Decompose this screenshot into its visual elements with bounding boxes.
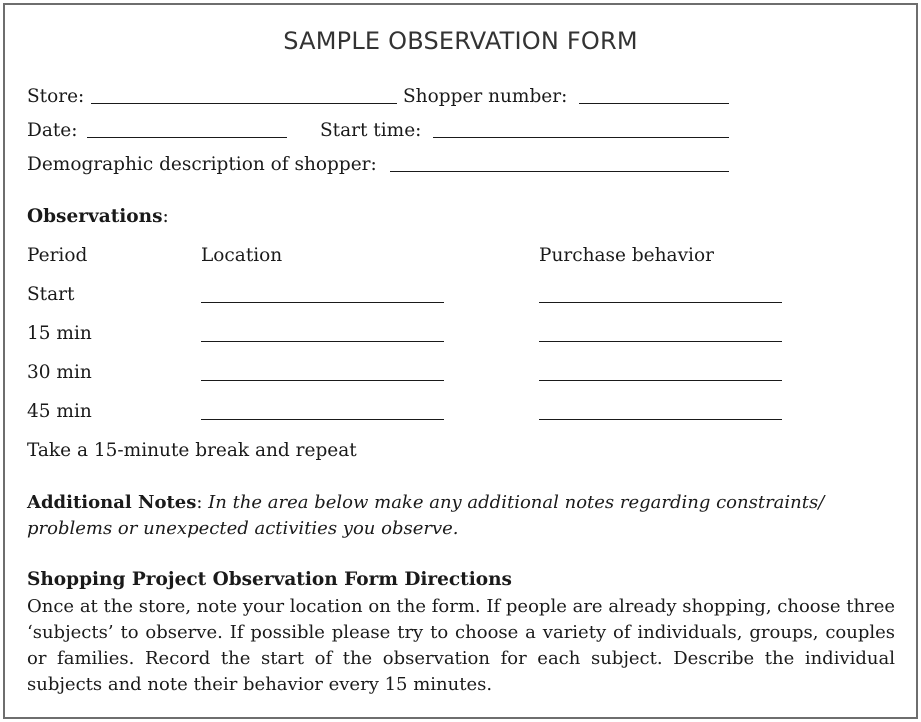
demographic-blank[interactable] [390,171,729,172]
store-blank[interactable] [91,103,397,104]
period-30: 30 min [27,362,92,383]
purchase-blank-15[interactable] [539,341,782,342]
column-purchase-behavior: Purchase behavior [539,245,714,266]
date-blank[interactable] [87,137,287,138]
additional-notes: Additional Notes: In the area below make any additional notes regarding constraints/ problems or unexpected activities you observe. [27,492,825,539]
directions-text: Once at the store, note your location on the form. If people are already shopping, choose three ‘subjects’ to observe. If possible please try to choose a variety of individuals, groups, couples or families. Record the start of the observation for each subject. Describe the individual subjects and note their behavior every 15 minutes. [27,596,895,695]
break-note: Take a 15-minute break and repeat [27,440,357,461]
location-blank-45[interactable] [201,419,444,420]
observations-heading: Observations: [27,206,169,227]
location-blank-start[interactable] [201,302,444,303]
column-period: Period [27,245,88,266]
date-label: Date: [27,120,78,141]
directions-heading: Shopping Project Observation Form Directions [27,569,512,590]
additional-notes-label: Additional Notes [27,492,197,513]
period-start: Start [27,284,75,305]
start-time-blank[interactable] [433,137,729,138]
period-45: 45 min [27,401,92,422]
period-15: 15 min [27,323,92,344]
shopper-number-blank[interactable] [579,103,729,104]
purchase-blank-45[interactable] [539,419,782,420]
shopper-number-label: Shopper number: [403,86,568,107]
start-time-label: Start time: [320,120,422,141]
location-blank-30[interactable] [201,380,444,381]
demographic-label: Demographic description of shopper: [27,154,377,175]
purchase-blank-30[interactable] [539,380,782,381]
purchase-blank-start[interactable] [539,302,782,303]
column-location: Location [201,245,283,266]
form-title: SAMPLE OBSERVATION FORM [283,27,638,55]
additional-notes-text: In the area below make any additional notes regarding constraints/ problems or unexpected activities you observe. [27,492,825,539]
location-blank-15[interactable] [201,341,444,342]
store-label: Store: [27,86,85,107]
